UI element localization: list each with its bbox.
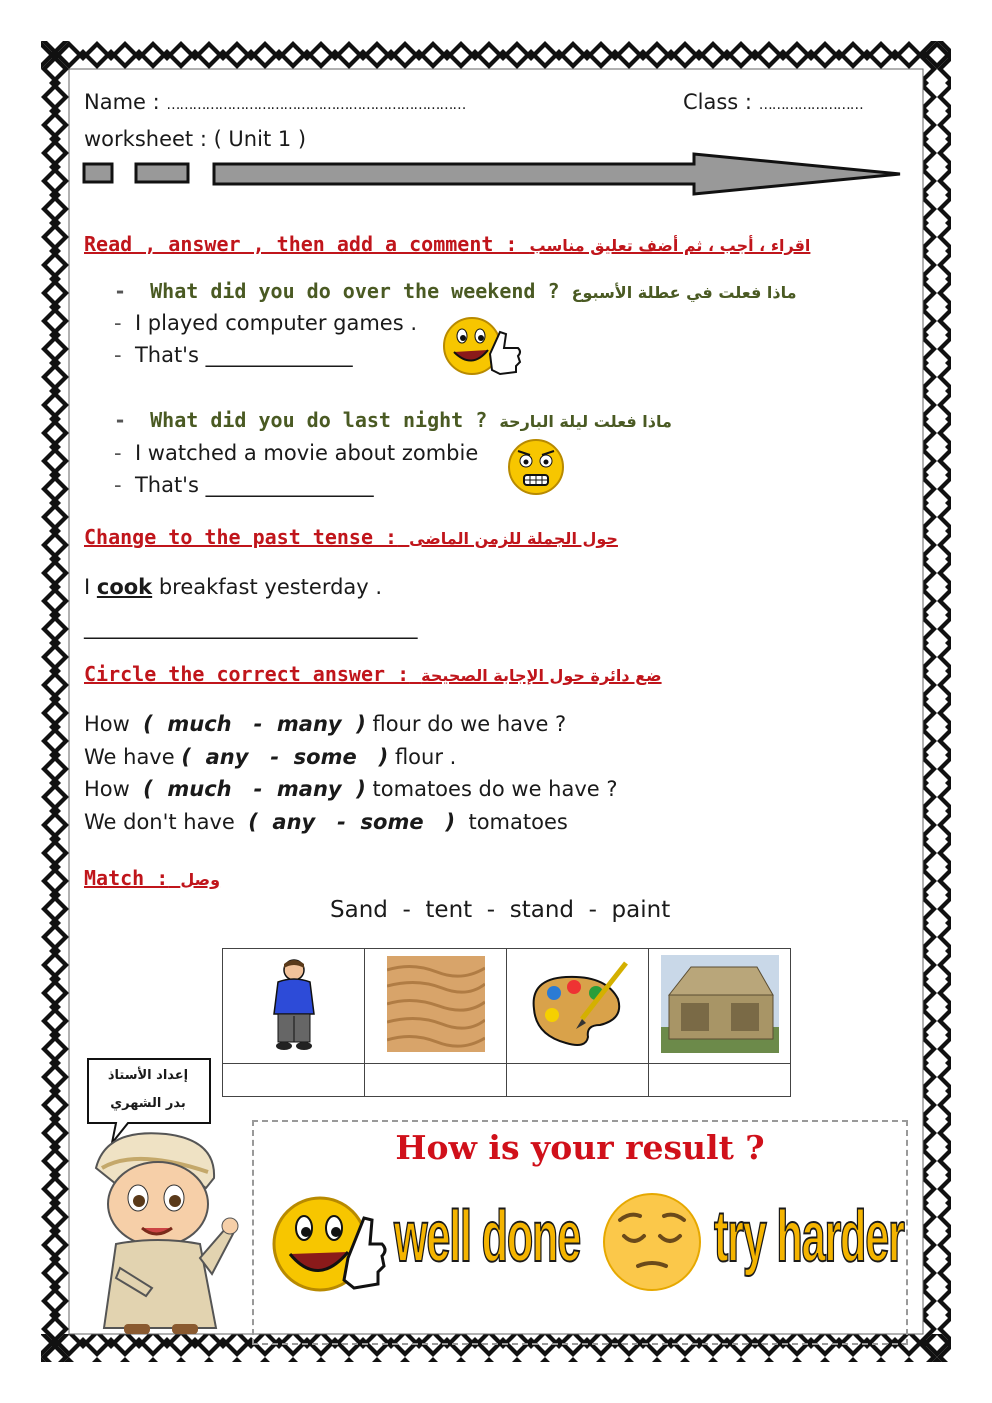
circle-line-4 [84,810,568,834]
teacher-credit-line2: بدر الشهري [110,1096,186,1111]
paint-palette-icon [526,959,630,1049]
paren: ( [248,810,266,834]
line-text: tomatoes [455,810,568,834]
choice-a[interactable]: much [160,777,239,801]
name-field [84,90,465,114]
match-section-title [84,866,220,890]
answer-1-text: I played computer games . [134,311,418,335]
class-dots: …………………… [758,97,863,113]
past-title-en: Change to the past tense : [84,525,398,549]
paren: ) [348,777,366,801]
circle-title-en: Circle the correct answer : [84,662,410,686]
circle-title-ar: ضع دائرة حول الإجابة الصحيحة [421,666,662,685]
match-answer-cell[interactable] [507,1064,649,1097]
question-1-text: What did you do over the weekend ? [150,279,560,303]
question-1-ar: ماذا فعلت في عطلة الأسبوع [571,283,797,302]
sand-icon [387,956,485,1052]
line-text: We have [84,745,182,769]
paren: ) [364,745,389,769]
match-answer-cell[interactable] [223,1064,365,1097]
thumbs-up-smiley-icon [442,312,524,380]
separator: - [255,745,294,769]
teacher-credit-line1: إعداد الأستاذ [107,1068,189,1083]
thumbs-up-smiley-large-icon [268,1188,388,1308]
line-text: tomatoes do we have ? [365,777,618,801]
answer-2: - I watched a movie about zombie [114,441,479,465]
line-text: flour do we have ? [365,712,567,736]
answer-2-text: I watched a movie about zombie [134,441,479,465]
separator: - [322,810,361,834]
choice-b[interactable]: many [276,712,349,736]
question-2-ar: ماذا فعلت ليلة البارحة [499,412,672,431]
circle-line-2 [84,745,456,769]
worksheet-title: worksheet : ( Unit 1 ) [84,127,307,151]
question-1: - What did you do over the weekend ? ماذا فعلت في عطلة الأسبوع [114,279,797,303]
read-title-en: Read , answer , then add a comment : [84,232,518,256]
well-done-text: well done [394,1197,581,1277]
choice-a[interactable]: any [198,745,256,769]
try-harder-text: try harder [714,1197,904,1277]
line-text: How [84,777,144,801]
past-answer-line[interactable]: ___________________________________ [84,615,417,639]
match-table [222,948,791,1097]
circle-line-1 [84,712,566,736]
match-cell [649,949,791,1064]
separator: - [238,777,277,801]
line-text: How [84,712,144,736]
match-title-ar: وصل [180,870,221,889]
comment-1: - That's ______________ [114,343,353,367]
class-label: Class : [683,90,759,114]
person-standing-icon [264,956,324,1052]
comment-1-line[interactable]: That's ______________ [134,343,353,367]
match-answer-cell[interactable] [365,1064,507,1097]
teacher-credit [88,1062,208,1118]
progress-arrow-icon [82,152,904,196]
circle-line-3 [84,777,618,801]
match-title-en: Match : [84,866,169,890]
paren: ( [181,745,199,769]
name-label: Name : [84,90,167,114]
line-text: flour . [388,745,457,769]
class-field [683,90,863,114]
line-text: We don't have [84,810,249,834]
choice-a[interactable]: any [265,810,323,834]
paren: ( [143,712,161,736]
choice-a[interactable]: much [160,712,239,736]
comment-2-line[interactable]: That's ________________ [134,473,374,497]
past-title-ar: حول الجملة للزمن الماضى [409,529,618,548]
past-section-title [84,525,618,549]
choice-b[interactable]: some [293,745,365,769]
comment-2: - That's ________________ [114,473,374,497]
past-sentence [84,575,382,599]
paren: ( [143,777,161,801]
question-2-text: What did you do last night ? [150,408,488,432]
tent-icon [661,955,779,1053]
sad-face-icon [600,1190,704,1294]
match-word-bank: Sand - tent - stand - paint [330,897,671,923]
past-sentence-end: breakfast yesterday . [152,575,383,599]
result-title: How is your result ? [395,1128,765,1167]
choice-b[interactable]: many [276,777,349,801]
circle-section-title [84,662,662,686]
name-dots: …………………………………………………………… [166,97,466,113]
past-sentence-start: I [84,575,97,599]
match-answer-cell[interactable] [649,1064,791,1097]
answer-1: - I played computer games . [114,311,418,335]
read-section-title [84,232,810,256]
scared-face-icon [506,437,566,497]
match-cell [507,949,649,1064]
match-cell [223,949,365,1064]
choice-b[interactable]: some [360,810,431,834]
separator: - [238,712,277,736]
question-2: - What did you do last night ? ماذا فعلت ليلة البارحة [114,408,672,432]
match-cell [365,949,507,1064]
paren: ) [430,810,456,834]
past-verb: cook [96,575,153,599]
read-title-ar: اقراء ، أجب ، ثم أضف تعليق مناسب [529,236,811,255]
paren: ) [348,712,366,736]
cartoon-boy-icon [76,1128,244,1338]
